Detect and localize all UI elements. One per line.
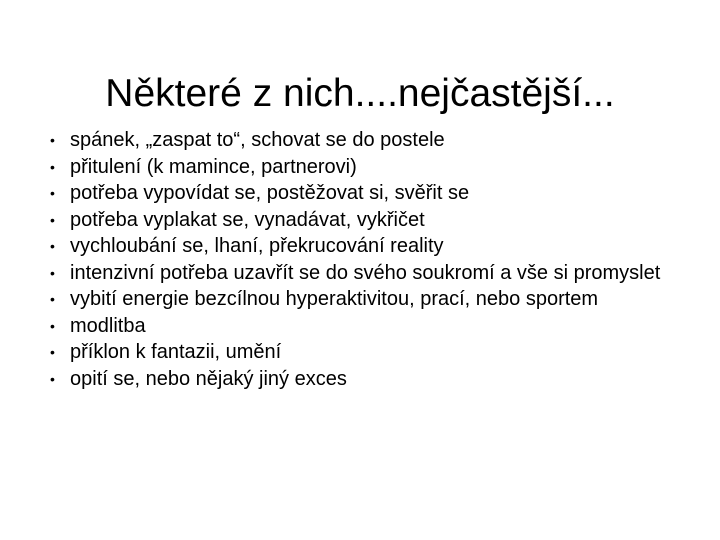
bullet-dot-icon: • — [50, 238, 55, 254]
bullet-text: intenzivní potřeba uzavřít se do svého soukromí a vše si promyslet — [70, 261, 661, 284]
bullet-text: potřeba vypovídat se, postěžovat si, svěřit se — [70, 182, 470, 204]
bullet-dot-icon: • — [50, 185, 55, 201]
bullet-item — [50, 286, 662, 313]
bullet-text: potřeba vyplakat se, vynadávat, vykřičet — [70, 208, 425, 231]
bullet-item — [50, 313, 662, 340]
bullet-text: spánek, „zaspat to“, schovat se do postele — [70, 129, 445, 151]
bullet-dot-icon: • — [50, 291, 55, 307]
slide-title: Některé z nich....nejčastější... — [105, 72, 615, 116]
bullet-text: modlitba — [70, 314, 146, 337]
bullet-dot-icon: • — [50, 211, 55, 228]
bullet-item — [50, 154, 662, 181]
bullet-item — [50, 260, 662, 287]
bullet-item — [50, 207, 662, 234]
bullet-item — [50, 233, 662, 260]
bullet-text: příklon k fantazii, umění — [70, 341, 282, 363]
bullet-text: opití se, nebo nějaký jiný exces — [70, 367, 347, 390]
bullet-dot-icon: • — [50, 264, 55, 281]
bullet-text: vybití energie bezcílnou hyperaktivitou, prací, nebo sportem — [70, 288, 599, 310]
bullet-item — [50, 127, 662, 154]
bullet-text: vychloubání se, lhaní, překrucování reality — [70, 235, 444, 257]
bullet-dot-icon: • — [50, 158, 55, 175]
bullet-dot-icon: • — [50, 132, 55, 148]
bullet-dot-icon: • — [50, 370, 55, 387]
bullet-dot-icon: • — [50, 344, 55, 360]
bullet-item — [50, 339, 662, 366]
bullet-item — [50, 180, 662, 207]
bullet-dot-icon: • — [50, 317, 55, 334]
bullet-text: přitulení (k mamince, partnerovi) — [70, 155, 357, 178]
bullet-item — [50, 366, 662, 393]
bullet-list — [50, 127, 662, 392]
